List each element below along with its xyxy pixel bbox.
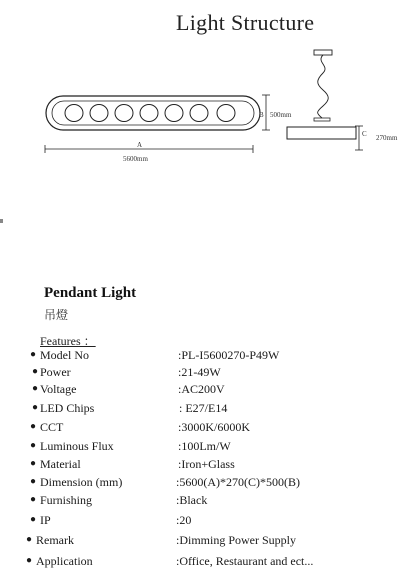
dimension-c <box>355 126 398 150</box>
lens <box>90 105 108 122</box>
spec-value: :Black <box>176 493 208 507</box>
lens <box>115 105 133 122</box>
spec-row <box>0 513 419 529</box>
spec-label: CCT <box>40 420 64 434</box>
spec-label: Remark <box>36 533 74 547</box>
spec-value: :Dimming Power Supply <box>176 533 297 547</box>
spec-value: :20 <box>176 513 192 527</box>
spec-value: :21-49W <box>178 365 221 379</box>
bullet-icon: ● <box>26 555 33 566</box>
side-view <box>287 50 356 139</box>
spec-label: Luminous Flux <box>40 439 114 453</box>
cable-clamp <box>314 118 330 121</box>
bullet-icon: ● <box>32 402 39 413</box>
bullet-icon: ● <box>30 476 37 487</box>
spec-value: : E27/E14 <box>179 401 228 415</box>
spec-value: :Office, Restaurant and ect... <box>176 554 314 568</box>
spec-row <box>0 533 419 549</box>
bullet-icon: ● <box>30 421 37 432</box>
edge-mark <box>0 219 3 223</box>
lens <box>217 105 235 122</box>
lens <box>65 105 83 122</box>
dim-b-letter: B <box>259 111 264 119</box>
page-title: Light Structure <box>176 10 315 35</box>
lens <box>140 105 158 122</box>
spec-row <box>0 348 419 364</box>
spec-row <box>0 365 419 381</box>
spec-label: Dimension (mm) <box>40 475 123 489</box>
dim-a-letter: A <box>137 141 143 149</box>
bullet-icon: ● <box>32 366 39 377</box>
dimension-a <box>45 141 253 163</box>
lens <box>190 105 208 122</box>
product-name: Pendant Light <box>44 285 137 301</box>
spec-label: Application <box>36 554 93 568</box>
spec-row <box>0 382 419 398</box>
fixture-side-body <box>287 127 356 139</box>
spec-row <box>0 401 419 417</box>
dimension-b <box>259 95 292 130</box>
bullet-icon: ● <box>32 383 39 394</box>
lens-group <box>65 105 235 122</box>
top-view <box>46 96 260 130</box>
features-heading: Features ： <box>40 334 96 348</box>
bullet-icon: ● <box>30 458 37 469</box>
dim-b-value: 500mm <box>270 111 292 119</box>
spec-label: Model No <box>40 348 89 362</box>
bullet-icon: ● <box>26 534 33 545</box>
spec-row <box>0 493 419 509</box>
suspension-cable <box>318 55 329 118</box>
bullet-icon: ● <box>30 494 37 505</box>
product-name-chinese: 吊燈 <box>44 308 69 322</box>
spec-row <box>0 554 419 570</box>
spec-label: Material <box>40 457 81 471</box>
spec-label: Furnishing <box>40 493 93 507</box>
spec-value: :AC200V <box>178 382 225 396</box>
spec-row <box>0 457 419 473</box>
spec-value: :3000K/6000K <box>178 420 250 434</box>
dim-c-letter: C <box>362 130 367 138</box>
spec-label: LED Chips <box>40 401 95 415</box>
bullet-icon: ● <box>30 514 37 525</box>
lens <box>165 105 183 122</box>
bullet-icon: ● <box>30 440 37 451</box>
spec-label: Power <box>40 365 71 379</box>
spec-value: :Iron+Glass <box>178 457 235 471</box>
bullet-icon: ● <box>30 349 37 360</box>
spec-label: Voltage <box>40 382 77 396</box>
spec-value: :PL-I5600270-P49W <box>178 348 280 362</box>
ceiling-canopy <box>314 50 332 55</box>
spec-label: IP <box>40 513 51 527</box>
spec-row <box>0 439 419 455</box>
dim-a-value: 5600mm <box>123 155 148 163</box>
spec-value: :100Lm/W <box>178 439 231 453</box>
spec-row <box>0 420 419 436</box>
light-structure-drawing <box>0 0 419 181</box>
dim-c-value: 270mm <box>376 134 398 142</box>
spec-row <box>0 475 419 491</box>
spec-value: :5600(A)*270(C)*500(B) <box>176 475 300 489</box>
